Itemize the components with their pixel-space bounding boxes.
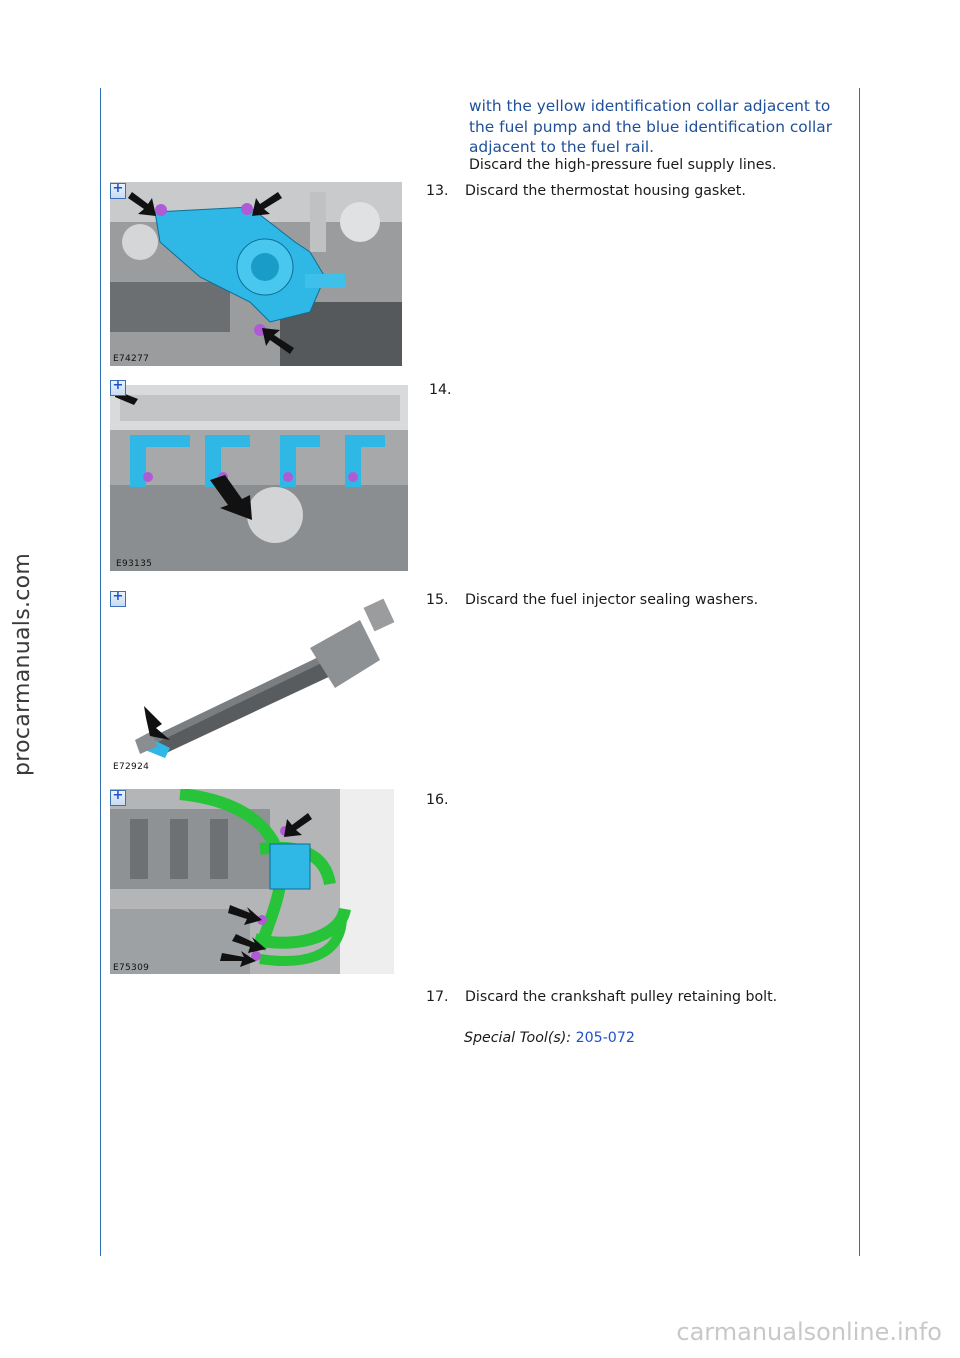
figure-coolant-hoses[interactable]: [110, 789, 394, 974]
figure-code-13: E74277: [113, 354, 150, 364]
step-number-13: 13.: [426, 183, 449, 199]
side-watermark: procarmanuals.com: [10, 552, 35, 776]
step-number-15: 15.: [426, 592, 449, 608]
figure-fuel-injectors[interactable]: [110, 385, 408, 571]
bottom-watermark: carmanualsonline.info: [676, 1318, 942, 1346]
step-number-16: 16.: [426, 792, 449, 808]
figure-fuel-injector[interactable]: [110, 590, 400, 775]
special-tool-link[interactable]: 205-072: [575, 1030, 635, 1046]
figure-thermostat-housing[interactable]: [110, 182, 402, 366]
step-text-15: Discard the fuel injector sealing washers.: [465, 592, 759, 608]
discard-supply-lines-text: Discard the high-pressure fuel supply lines.: [469, 157, 777, 173]
step-text-17: Discard the crankshaft pulley retaining bolt.: [465, 989, 778, 1005]
zoom-plus-icon[interactable]: +: [110, 380, 126, 396]
figure-code-14: E93135: [116, 559, 153, 569]
zoom-plus-icon[interactable]: +: [110, 183, 126, 199]
right-margin-rule: [859, 88, 860, 1256]
special-tool-label: Special Tool(s):: [464, 1030, 572, 1046]
left-margin-rule: [100, 88, 101, 1256]
special-tool-line: [464, 1030, 635, 1046]
figure-code-15: E72924: [113, 762, 150, 772]
zoom-plus-icon[interactable]: +: [110, 790, 126, 806]
step-text-13: Discard the thermostat housing gasket.: [465, 183, 746, 199]
continuation-text: with the yellow identification collar adjacent to the fuel pump and the blue identification collar adjacent to the fuel rail.: [469, 97, 833, 156]
step-number-14: 14.: [429, 382, 452, 398]
figure-code-16: E75309: [113, 963, 150, 973]
step-number-17: 17.: [426, 989, 449, 1005]
zoom-plus-icon[interactable]: +: [110, 591, 126, 607]
